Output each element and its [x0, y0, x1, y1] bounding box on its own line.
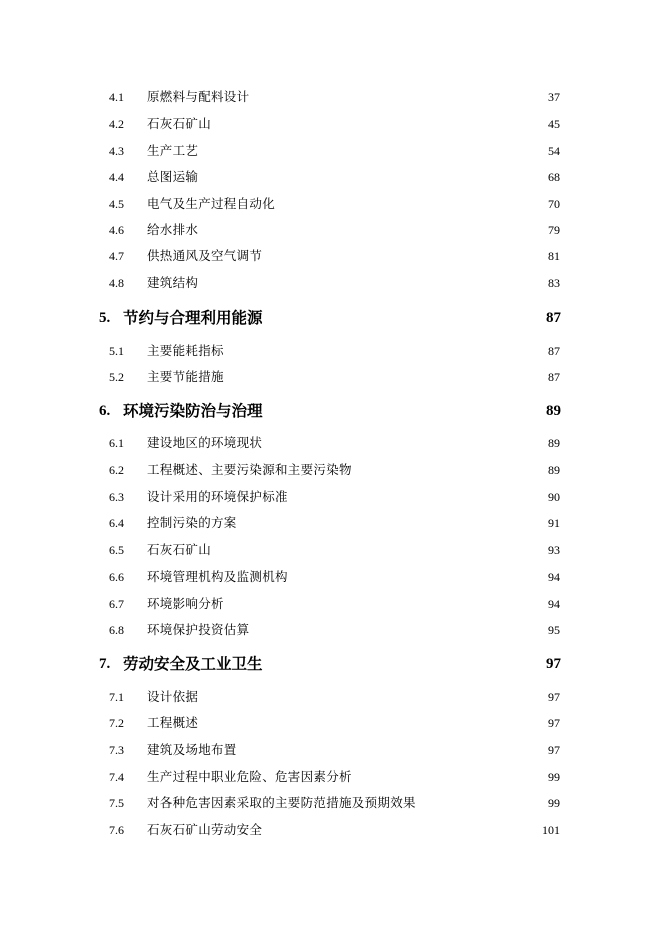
toc-section-entry[interactable] [0, 689, 662, 705]
toc-entry-title: 节约与合理利用能源 [123, 308, 263, 327]
toc-entry-title: 生产过程中职业危险、危害因素分析 [147, 769, 352, 784]
toc-entry-number: 4.6 [109, 223, 124, 237]
toc-entry-page: 89 [546, 403, 561, 419]
toc-entry-title: 工程概述 [147, 715, 199, 730]
toc-entry-number: 6.2 [109, 463, 124, 477]
toc-entry-page: 93 [548, 543, 560, 557]
toc-chapter-entry[interactable] [0, 401, 662, 421]
toc-entry-number: 5.2 [109, 370, 124, 384]
toc-entry-page: 99 [548, 770, 560, 784]
toc-entry-number: 6.8 [109, 623, 124, 637]
toc-section-entry[interactable] [0, 489, 662, 505]
toc-entry-page: 83 [548, 276, 560, 290]
toc-entry-title: 环境保护投资估算 [147, 622, 250, 637]
toc-section-entry[interactable] [0, 89, 662, 105]
toc-entry-title: 石灰石矿山 [147, 116, 212, 131]
toc-entry-page: 89 [548, 436, 560, 450]
toc-section-entry[interactable] [0, 715, 662, 731]
toc-entry-title: 环境管理机构及监测机构 [147, 569, 288, 584]
toc-entry-title: 环境影响分析 [147, 596, 224, 611]
toc-entry-number: 6.6 [109, 570, 124, 584]
toc-section-entry[interactable] [0, 248, 662, 264]
toc-entry-number: 4.3 [109, 144, 124, 158]
toc-entry-page: 45 [548, 117, 560, 131]
toc-entry-number: 4.2 [109, 117, 124, 131]
toc-entry-title: 工程概述、主要污染源和主要污染物 [147, 462, 352, 477]
toc-section-entry[interactable] [0, 622, 662, 638]
toc-section-entry[interactable] [0, 169, 662, 185]
toc-entry-number: 7.4 [109, 770, 124, 784]
toc-entry-title: 环境污染防治与治理 [123, 401, 263, 420]
toc-entry-title: 电气及生产过程自动化 [147, 196, 276, 211]
toc-entry-page: 68 [548, 170, 560, 184]
toc-entry-number: 7.1 [109, 690, 124, 704]
toc-section-entry[interactable] [0, 369, 662, 385]
toc-entry-page: 87 [546, 310, 561, 326]
toc-entry-number: 6.5 [109, 543, 124, 557]
toc-entry-title: 设计依据 [147, 689, 199, 704]
toc-entry-title: 劳动安全及工业卫生 [123, 654, 263, 673]
toc-entry-number: 4.8 [109, 276, 124, 290]
toc-entry-number: 7.5 [109, 796, 124, 810]
toc-entry-number: 4.4 [109, 170, 124, 184]
toc-entry-page: 94 [548, 597, 560, 611]
toc-entry-number: 5.1 [109, 344, 124, 358]
toc-entry-number: 7.2 [109, 716, 124, 730]
toc-entry-page: 95 [548, 623, 560, 637]
toc-entry-page: 79 [548, 223, 560, 237]
toc-section-entry[interactable] [0, 569, 662, 585]
toc-entry-title: 石灰石矿山 [147, 542, 212, 557]
toc-entry-number: 6. [99, 403, 111, 419]
toc-section-entry[interactable] [0, 116, 662, 132]
toc-section-entry[interactable] [0, 742, 662, 758]
toc-chapter-entry[interactable] [0, 308, 662, 328]
toc-entry-title: 建筑结构 [147, 275, 199, 290]
toc-section-entry[interactable] [0, 435, 662, 451]
toc-entry-page: 97 [548, 716, 560, 730]
toc-entry-page: 97 [548, 743, 560, 757]
toc-entry-page: 97 [546, 656, 561, 672]
toc-entry-number: 6.7 [109, 597, 124, 611]
toc-entry-title: 供热通风及空气调节 [147, 248, 263, 263]
toc-entry-number: 7.6 [109, 823, 124, 837]
toc-entry-page: 99 [548, 796, 560, 810]
toc-entry-title: 生产工艺 [147, 143, 199, 158]
toc-entry-title: 控制污染的方案 [147, 515, 237, 530]
toc-section-entry[interactable] [0, 515, 662, 531]
toc-section-entry[interactable] [0, 143, 662, 159]
toc-entry-title: 总图运输 [147, 169, 199, 184]
toc-entry-page: 87 [548, 370, 560, 384]
toc-entry-page: 81 [548, 249, 560, 263]
toc-entry-title: 原燃料与配料设计 [147, 89, 250, 104]
toc-section-entry[interactable] [0, 343, 662, 359]
toc-entry-number: 6.1 [109, 436, 124, 450]
toc-entry-page: 54 [548, 144, 560, 158]
toc-section-entry[interactable] [0, 222, 662, 238]
toc-section-entry[interactable] [0, 196, 662, 212]
toc-entry-title: 对各种危害因素采取的主要防范措施及预期效果 [147, 795, 416, 810]
toc-entry-title: 建筑及场地布置 [147, 742, 237, 757]
toc-entry-page: 97 [548, 690, 560, 704]
toc-entry-title: 设计采用的环境保护标准 [147, 489, 288, 504]
toc-section-entry[interactable] [0, 795, 662, 811]
toc-section-entry[interactable] [0, 822, 662, 838]
toc-chapter-entry[interactable] [0, 654, 662, 674]
toc-section-entry[interactable] [0, 462, 662, 478]
toc-section-entry[interactable] [0, 769, 662, 785]
toc-entry-number: 5. [99, 310, 111, 326]
toc-section-entry[interactable] [0, 596, 662, 612]
toc-entry-title: 给水排水 [147, 222, 199, 237]
toc-entry-number: 4.5 [109, 197, 124, 211]
toc-entry-page: 94 [548, 570, 560, 584]
toc-entry-page: 90 [548, 490, 560, 504]
toc-entry-page: 101 [542, 823, 560, 837]
toc-entry-number: 6.3 [109, 490, 124, 504]
toc-entry-number: 4.1 [109, 90, 124, 104]
toc-entry-title: 主要能耗指标 [147, 343, 224, 358]
toc-entry-number: 6.4 [109, 516, 124, 530]
toc-entry-page: 37 [548, 90, 560, 104]
toc-entry-page: 70 [548, 197, 560, 211]
toc-section-entry[interactable] [0, 275, 662, 291]
toc-entry-page: 91 [548, 516, 560, 530]
toc-entry-page: 89 [548, 463, 560, 477]
toc-entry-number: 7.3 [109, 743, 124, 757]
toc-entry-number: 4.7 [109, 249, 124, 263]
toc-entry-title: 主要节能措施 [147, 369, 224, 384]
toc-entry-title: 建设地区的环境现状 [147, 435, 263, 450]
toc-entry-title: 石灰石矿山劳动安全 [147, 822, 263, 837]
toc-entry-number: 7. [99, 656, 111, 672]
toc-section-entry[interactable] [0, 542, 662, 558]
toc-entry-page: 87 [548, 344, 560, 358]
